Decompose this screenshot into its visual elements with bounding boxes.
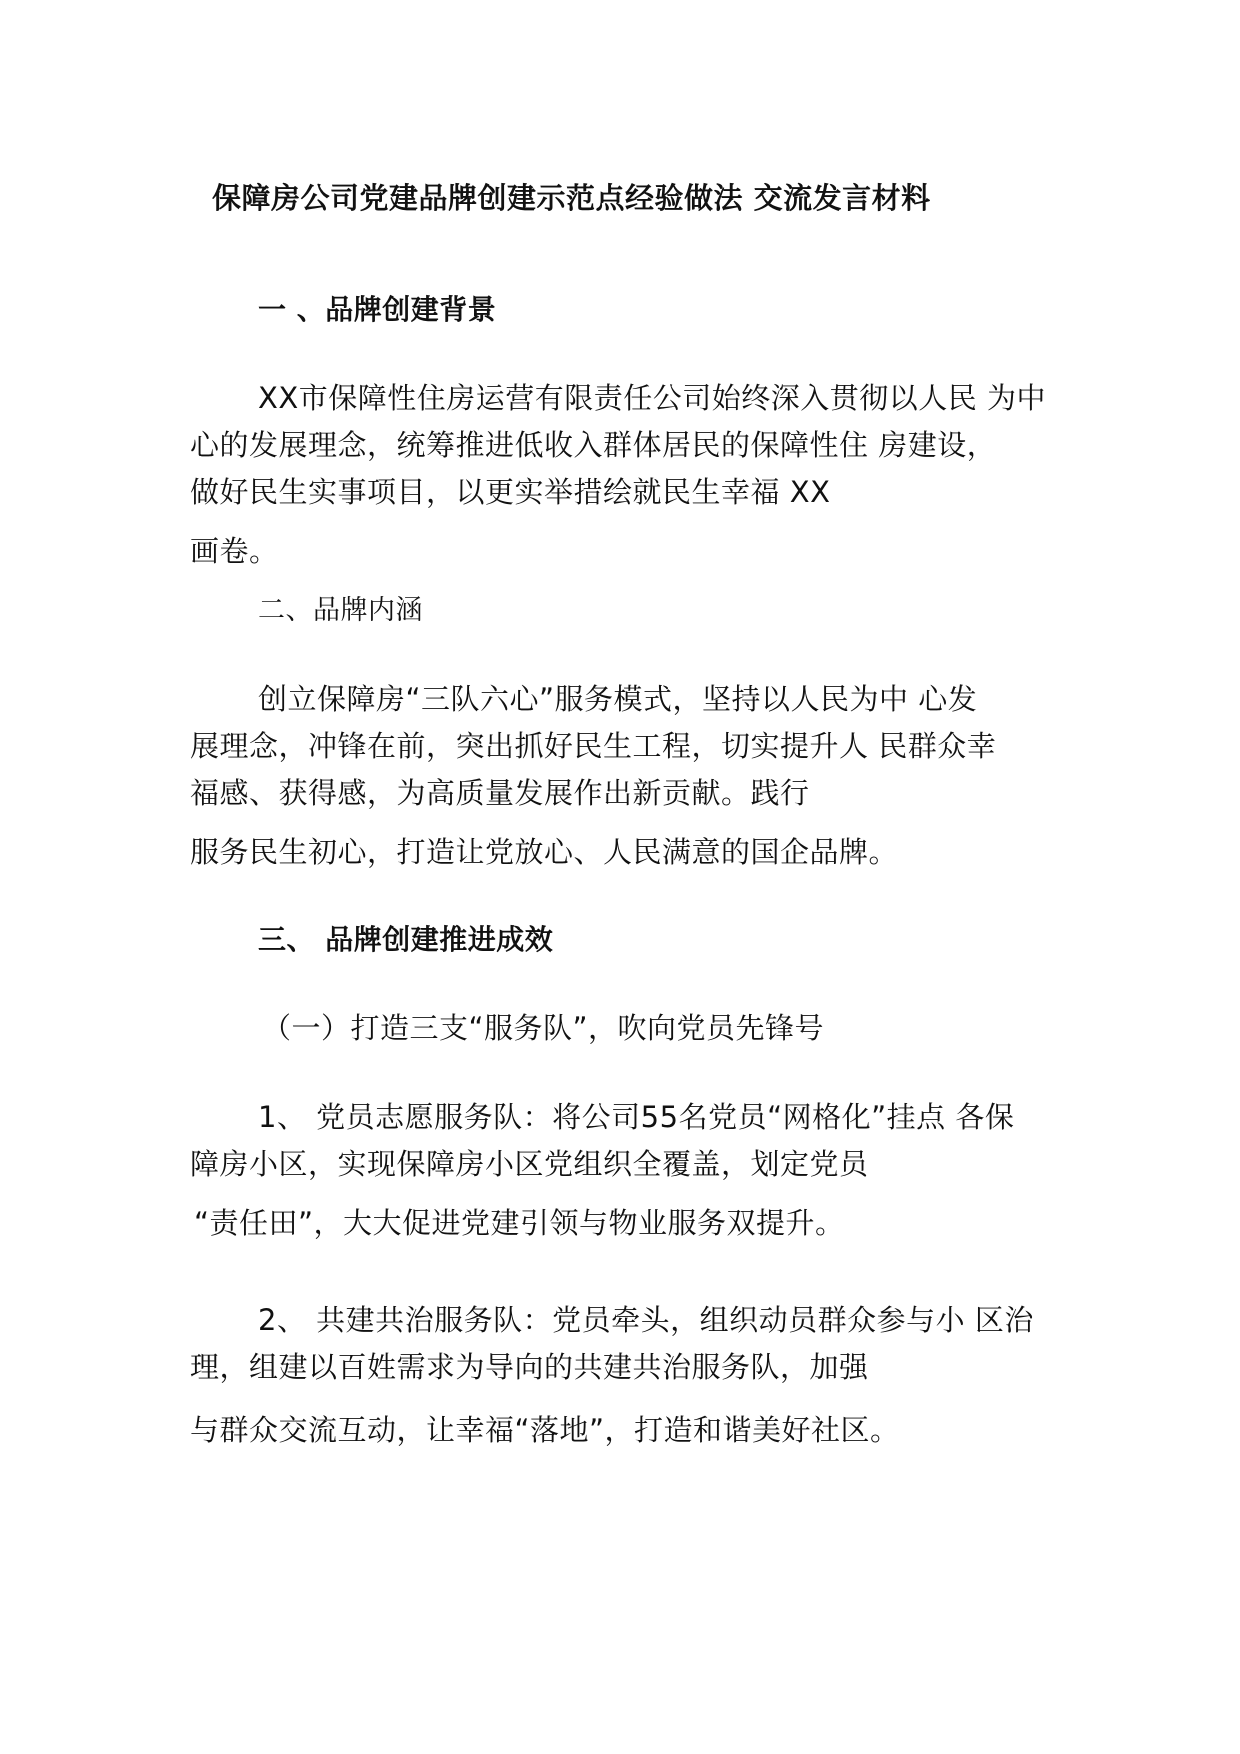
item1-line-2: 障房小区，实现保障房小区党组织全覆盖，划定党员 xyxy=(190,1147,869,1181)
section1-line-4: 画卷。 xyxy=(190,534,279,568)
section2-line-2: 展理念，冲锋在前，突出抓好民生工程，切实提升人 民群众幸 xyxy=(190,729,997,763)
section2-line-3: 福感、获得感，为高质量发展作出新贡献。践行 xyxy=(190,776,810,810)
section2-line-1: 创立保障房“三队六心”服务模式，坚持以人民为中 心发 xyxy=(258,682,978,716)
section3-subheading: （一）打造三支“服务队”，吹向党员先锋号 xyxy=(262,1011,825,1045)
item2-line-2: 理，组建以百姓需求为导向的共建共治服务队，加强 xyxy=(190,1350,869,1384)
section1-line-1: XX市保障性住房运营有限责任公司始终深入贯彻以人民 为中 xyxy=(258,381,1046,415)
section3-heading: 三、 品牌创建推进成效 xyxy=(258,923,554,956)
section1-line-2: 心的发展理念，统筹推进低收入群体居民的保障性住 房建设， xyxy=(190,428,997,462)
document-title: 保障房公司党建品牌创建示范点经验做法 交流发言材料 xyxy=(212,181,931,215)
section2-heading: 二、品牌内涵 xyxy=(258,595,423,626)
item1-line-3: “责任田”，大大促进党建引领与物业服务双提升。 xyxy=(194,1206,845,1240)
item2-line-3: 与群众交流互动，让幸福“落地”，打造和谐美好社区。 xyxy=(190,1413,900,1447)
section2-line-4: 服务民生初心，打造让党放心、人民满意的国企品牌。 xyxy=(190,835,899,869)
section1-heading: 一 、品牌创建背景 xyxy=(258,293,497,326)
item1-line-1: 1、 党员志愿服务队：将公司55名党员“网格化”挂点 各保 xyxy=(258,1100,1015,1134)
section1-line-3: 做好民生实事项目，以更实举措绘就民生幸福 XX xyxy=(190,475,831,509)
item2-line-1: 2、 共建共治服务队：党员牵头，组织动员群众参与小 区治 xyxy=(258,1303,1034,1337)
